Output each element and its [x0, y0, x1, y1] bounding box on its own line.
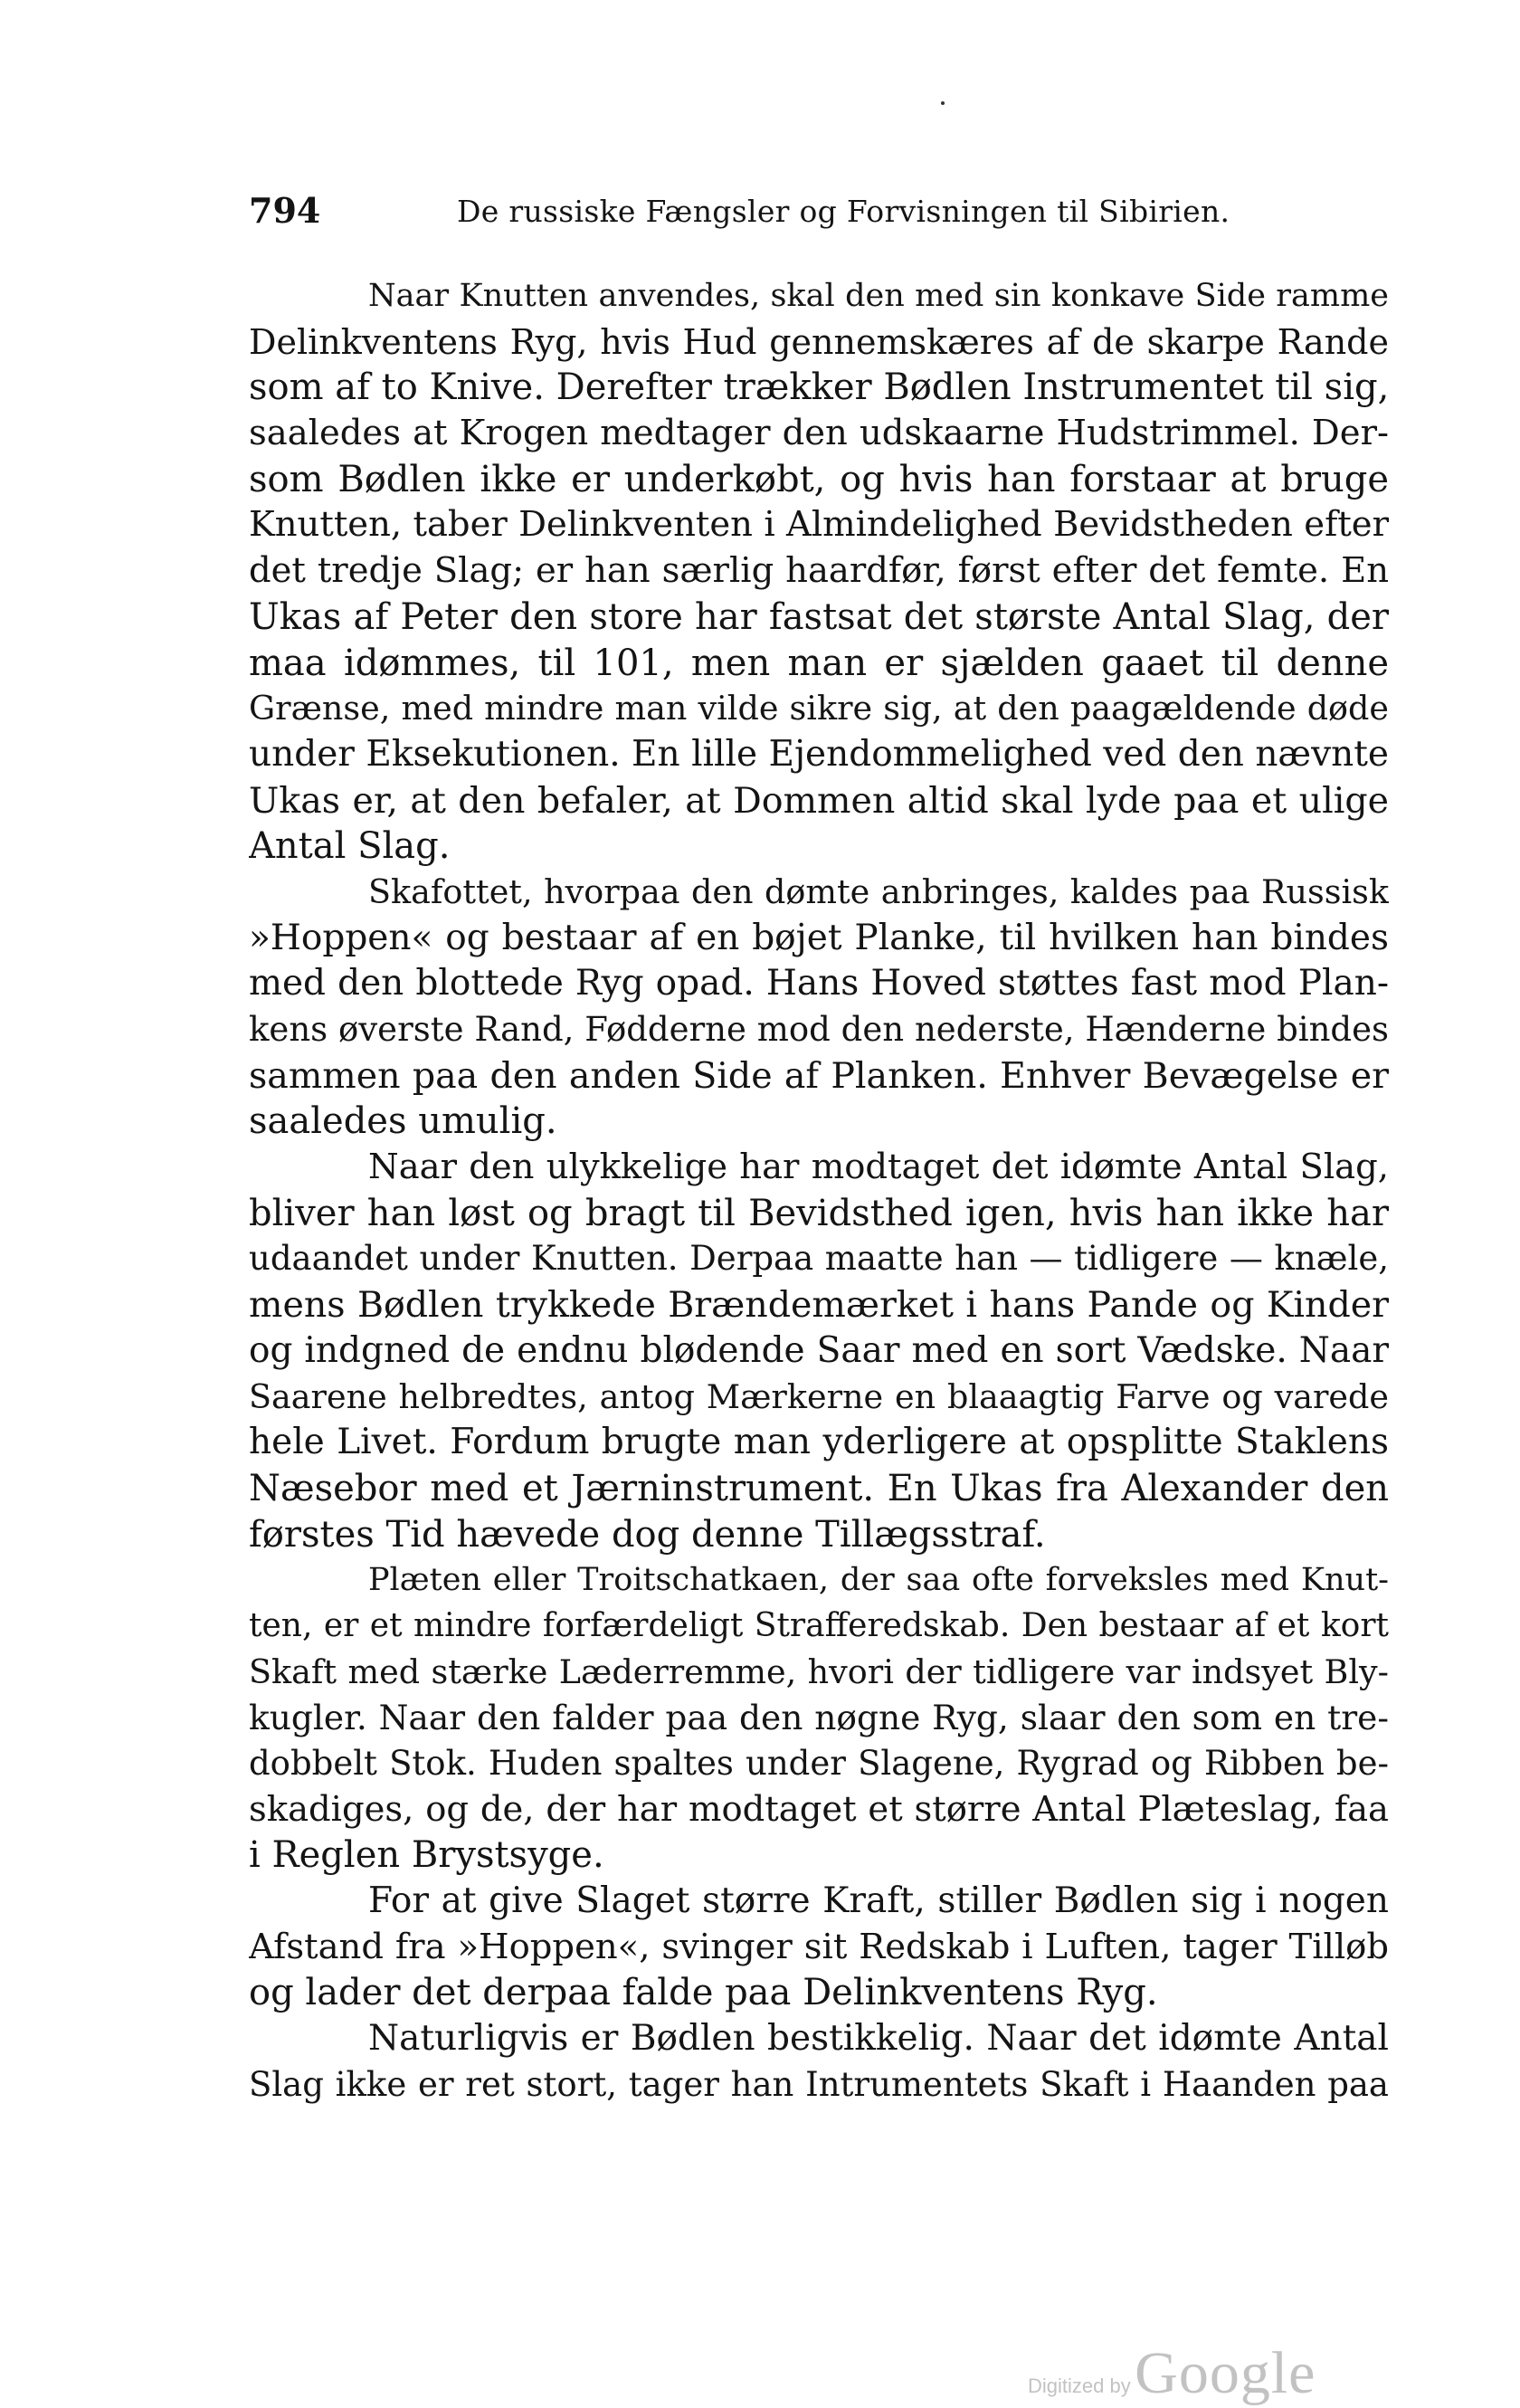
text-line: førstes Tid hævede dog denne Tillægsstraf. [249, 1513, 1046, 1556]
page-number: 794 [249, 190, 321, 231]
text-line: kens øverste Rand, Fødderne mod den nederste, Hænderne bindes [249, 1010, 1389, 1049]
text-line: Knutten, taber Delinkventen i Almindelighed Bevidstheden efter [249, 504, 1389, 546]
text-line: Naar Knutten anvendes, skal den med sin konkave Side ramme [368, 278, 1389, 314]
text-line: kugler. Naar den falder paa den nøgne Ryg, slaar den som en tre- [249, 1698, 1389, 1738]
text-line: Skaft med stærke Læderremme, hvori der tidligere var indsyet Bly- [249, 1651, 1389, 1691]
text-line: med den blottede Ryg opad. Hans Hoved støttes fast mod Plan- [249, 963, 1389, 1004]
digitized-by-google-watermark [1028, 2339, 1316, 2406]
text-line: som Bødlen ikke er underkøbt, og hvis han forstaar at bruge [249, 458, 1389, 500]
text-line: mens Bødlen trykkede Brændemærket i hans Pande og Kinder [249, 1284, 1389, 1327]
text-line: i Reglen Brystsyge. [249, 1834, 604, 1877]
text-line: bliver han løst og bragt til Bevidsthed igen, hvis han ikke har [249, 1192, 1389, 1234]
text-line: Saarene helbredtes, antog Mærkerne en blaaagtig Farve og varede [249, 1376, 1389, 1416]
text-line: hele Livet. Fordum brugte man yderligere at opsplitte Staklens [249, 1422, 1389, 1463]
text-line: Ukas af Peter den store har fastsat det største Antal Slag, der [249, 595, 1389, 638]
text-line: og lader det derpaa falde paa Delinkventens Ryg. [249, 1972, 1158, 2014]
body-text [249, 273, 1389, 2108]
text-line: under Eksekutionen. En lille Ejendommelighed ved den nævnte [249, 733, 1389, 775]
text-line: saaledes umulig. [249, 1100, 557, 1143]
text-line: sammen paa den anden Side af Planken. Enhver Bevægelse er [249, 1054, 1389, 1097]
text-line: og indgned de endnu blødende Saar med en sort Vædske. Naar [249, 1329, 1389, 1371]
text-line: det tredje Slag; er han særlig haardfør, først efter det femte. En [249, 550, 1389, 592]
text-line: Naturligvis er Bødlen bestikkelig. Naar det idømte Antal [368, 2018, 1389, 2060]
text-line: For at give Slaget større Kraft, stiller Bødlen sig i nogen [368, 1880, 1389, 1922]
text-line: Næsebor med et Jærninstrument. En Ukas fra Alexander den [249, 1467, 1389, 1509]
text-line: maa idømmes, til 101, men man er sjælden gaaet til denne [249, 642, 1389, 684]
text-line: Antal Slag. [249, 825, 451, 868]
text-line: Delinkventens Ryg, hvis Hud gennemskæres af de skarpe Rande [249, 321, 1389, 362]
text-line: saaledes at Krogen medtager den udskaarne Hudstrimmel. Der- [249, 413, 1389, 454]
text-line: som af to Knive. Derefter trækker Bødlen Instrumentet til sig, [249, 366, 1389, 409]
text-line: Grænse, med mindre man vilde sikre sig, at den paagældende døde [249, 689, 1389, 728]
watermark-prefix: Digitized by [1028, 2375, 1131, 2397]
text-line: ten, er et mindre forfærdeligt Strafferedskab. Den bestaar af et kort [249, 1606, 1389, 1644]
page-header [249, 188, 1416, 233]
text-line: Naar den ulykkelige har modtaget det idømte Antal Slag, [368, 1147, 1389, 1188]
text-line: Ukas er, at den befaler, at Dommen altid skal lyde paa et ulige [249, 779, 1389, 822]
text-line: »Hoppen« og bestaar af en bøjet Planke, til hvilken han bindes [249, 917, 1389, 958]
text-line: Plæten eller Troitschatkaen, der saa ofte forveksles med Knut- [368, 1562, 1389, 1599]
scan-speck [941, 101, 945, 105]
text-line: dobbelt Stok. Huden spaltes under Slagene, Rygrad og Ribben be- [249, 1744, 1389, 1783]
google-logo: Google [1135, 2340, 1316, 2406]
text-line: skadiges, og de, der har modtaget et større Antal Plæteslag, faa [249, 1788, 1389, 1830]
text-line: Afstand fra »Hoppen«, svinger sit Redskab i Luften, tager Tilløb [249, 1926, 1389, 1967]
text-line: udaandet under Knutten. Derpaa maatte han — tidligere — knæle, [249, 1239, 1389, 1279]
text-line: Slag ikke er ret stort, tager han Intrumentets Skaft i Haanden paa [249, 2064, 1389, 2104]
running-head: De russiske Fængsler og Forvisningen til Sibirien. [457, 194, 1230, 229]
text-line: Skafottet, hvorpaa den dømte anbringes, kaldes paa Russisk [368, 871, 1389, 911]
